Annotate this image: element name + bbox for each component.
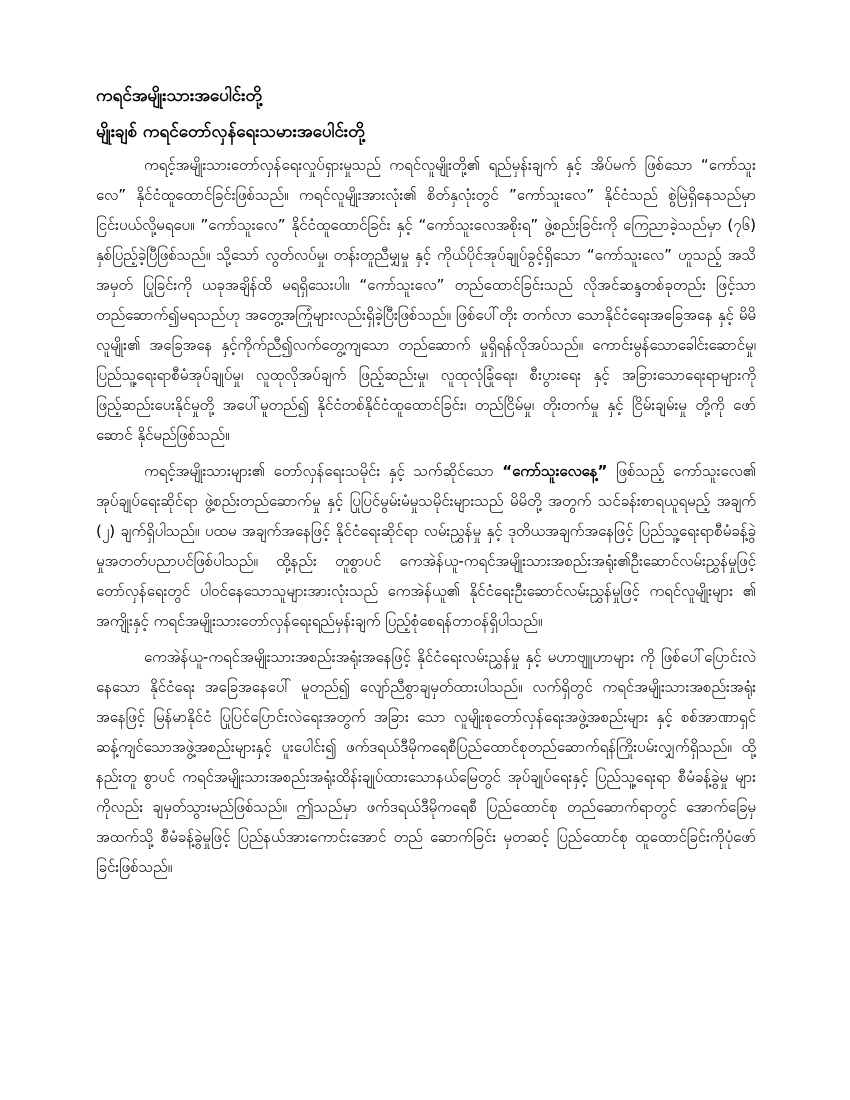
paragraph-2-lead: ကရင့်အမျိုးသားများ၏ တော်လှန်ရေးသမိုင်း နှင့် သက်ဆိုင်သော: [144, 462, 503, 480]
paragraph-2-rest: ဖြစ်သည့် ကော်သူးလေ၏ အုပ်ချုပ်ရေးဆိုင်ရာ ဖွဲ့စည်းတည်ဆောက်မှု နှင့် ပြုပြင်မွမ်းမံမှုသမိုင်းများသည် မိမိတို့ အတွက် သင်ခန်းစာရယူရမည့် အချက် (၂) ချက်ရှိပါသည်။ ပထမ အချက်အနေဖြင့် နိုင်ငံရေးဆိုင်ရာ လမ်းညွှန်မှု နှင့် ဒုတိယအချက်အနေဖြင့် ပြည်သူ့ရေးရာစီမံခန့်ခွဲမှုအတတ်ပညာပင်ဖြစ်ပါသည်။ ထို့နည်း တူစွာပင် ကေအဲန်ယူ-ကရင်အမျိုးသားအစည်းအရုံး၏ဦးဆောင်လမ်းညွှန်မှုဖြင့် တော်လှန်ရေးတွင် ပါဝင်နေသောသူများအားလုံးသည် ကေအဲန်ယူ၏ နိုင်ငံရေးဦးဆောင်လမ်းညွှန်မှုဖြင့် ကရင်လူမျိုးများ ၏ အကျိုးနှင့် ကရင်အမျိုးသားတော်လှန်ရေးရည်မှန်းချက် ပြည့်စုံစေရန်တာဝန်ရှိပါသည်။: [96, 462, 757, 630]
paragraph-1: ကရင့်အမျိုးသားတော်လှန်ရေးလှုပ်ရှားမှုသည် ကရင်လူမျိုးတို့၏ ရည်မှန်းချက် နှင့် အိပ်မက် ဖြစ်သော “ကော်သူးလေ” နိုင်ငံထူထောင်ခြင်းဖြစ်သည်။ ကရင်လူမျိုးအားလုံး၏ စိတ်နှလုံးတွင် ”ကော်သူးလေ” နိုင်ငံသည် စွဲမြဲရှိနေသည်မှာ ငြင်းပယ်လို့မရပေ။ ”ကော်သူးလေ” နိုင်ငံထူထောင်ခြင်း နှင့် “ကော်သူးလေအစိုးရ” ဖွဲ့စည်းခြင်းကို ကြေညာခဲ့သည်မှာ (၇၆) နှစ်ပြည့်ခဲ့ပြီဖြစ်သည်။ သို့သော် လွတ်လပ်မှု၊ တန်းတူညီမျှမှု နှင့် ကိုယ်ပိုင်အုပ်ချုပ်ခွင့်ရှိသော “ကော်သူးလေ” ဟူသည့် အသိအမှတ် ပြုခြင်းကို ယခုအချိန်ထိ မရရှိသေးပါ။ “ကော်သူးလေ” တည်ထောင်ခြင်းသည် လိုအင်ဆန္ဒတစ်ခုတည်း ဖြင့်သာ တည်ဆောက်၍မရသည်ဟု အတွေ့အကြုံများလည်းရှိခဲ့ပြီးဖြစ်သည်။ ဖြစ်ပေါ်တိုး တက်လာ သောနိုင်ငံရေးအခြေအနေ နှင့် မိမိလူမျိုး၏ အခြေအနေ နှင့်ကိုက်ညီ၍လက်တွေ့ကျသော တည်ဆောက် မှုရှိရန်လိုအပ်သည်။ ကောင်းမွန်သောခေါင်းဆောင်မှု၊ ပြည်သူ့ရေးရာစီမံအုပ်ချုပ်မှု၊ လူထုလိုအပ်ချက် ဖြည့်ဆည်းမှု၊ လူထုလုံခြုံရေး၊ စီးပွားရေး နှင့် အခြားသောရေးရာများကို ဖြည့်ဆည်းပေးနိုင်မှုတို့ အပေါ်မူတည်၍ နိုင်ငံတစ်နိုင်ငံထူထောင်ခြင်း၊ တည်ငြိမ်မှု၊ တိုးတက်မှု နှင့် ငြိမ်းချမ်းမှု တို့ကို ဖော်ဆောင် နိုင်မည်ဖြစ်သည်။: [96, 156, 756, 444]
kawthoolei-day-term: “ကော်သူးလေနေ့”: [502, 462, 608, 480]
document-page: [96, 78, 756, 888]
paragraph-3: ကေအဲန်ယူ-ကရင်အမျိုးသားအစည်းအရုံးအနေဖြင့် နိုင်ငံရေးလမ်းညွှန်မှု နှင့် မဟာဗျူဟာများ ကို ဖြစ်ပေါ်ပြောင်းလဲနေသော နိုင်ငံရေး အခြေအနေပေါ် မူတည်၍ လျော်ညီစွာချမှတ်ထားပါသည်။ လက်ရှိတွင် ကရင်အမျိုးသားအစည်းအရုံးအနေဖြင့် မြန်မာနိုင်ငံ ပြုပြင်ပြောင်းလဲရေးအတွက် အခြား သော လူမျိုးစုတော်လှန်ရေးအဖွဲ့အစည်းများ နှင့် စစ်အာဏာရှင်ဆန့်ကျင်သောအဖွဲ့အစည်းများနှင့် ပူးပေါင်း၍ ဖက်ဒရယ်ဒီမိုကရေစီပြည်ထောင်စုတည်ဆောက်ရန်ကြိုးပမ်းလျှက်ရှိသည်။ ထို့နည်းတူ စွာပင် ကရင်အမျိုးသားအစည်းအရုံးထိန်းချုပ်ထားသောနယ်မြေတွင် အုပ်ချုပ်ရေးနှင့် ပြည်သူ့ရေးရာ စီမံခန့်ခွဲမှု များကိုလည်း ချမှတ်သွားမည်ဖြစ်သည်။ ဤသည်မှာ ဖက်ဒရယ်ဒီမိုကရေစီ ပြည်ထောင်စု တည်ဆောက်ရာတွင် အောက်ခြေမှ အထက်သို့ စီမံခန့်ခွဲမှုဖြင့် ပြည်နယ်အားကောင်းအောင် တည် ဆောက်ခြင်း မှတဆင့် ပြည်ထောင်စု ထူထောင်ခြင်းကိုပုံဖော်ခြင်းဖြစ်သည်။: [96, 648, 756, 876]
paragraph-2: [96, 456, 756, 636]
salutation-line-2: မျိုးချစ် ကရင်တော်လှန်ရေးသမားအပေါင်းတို့: [96, 122, 365, 142]
salutation-line-1: ကရင်အမျိုးသားအပေါင်းတို့: [96, 86, 263, 106]
